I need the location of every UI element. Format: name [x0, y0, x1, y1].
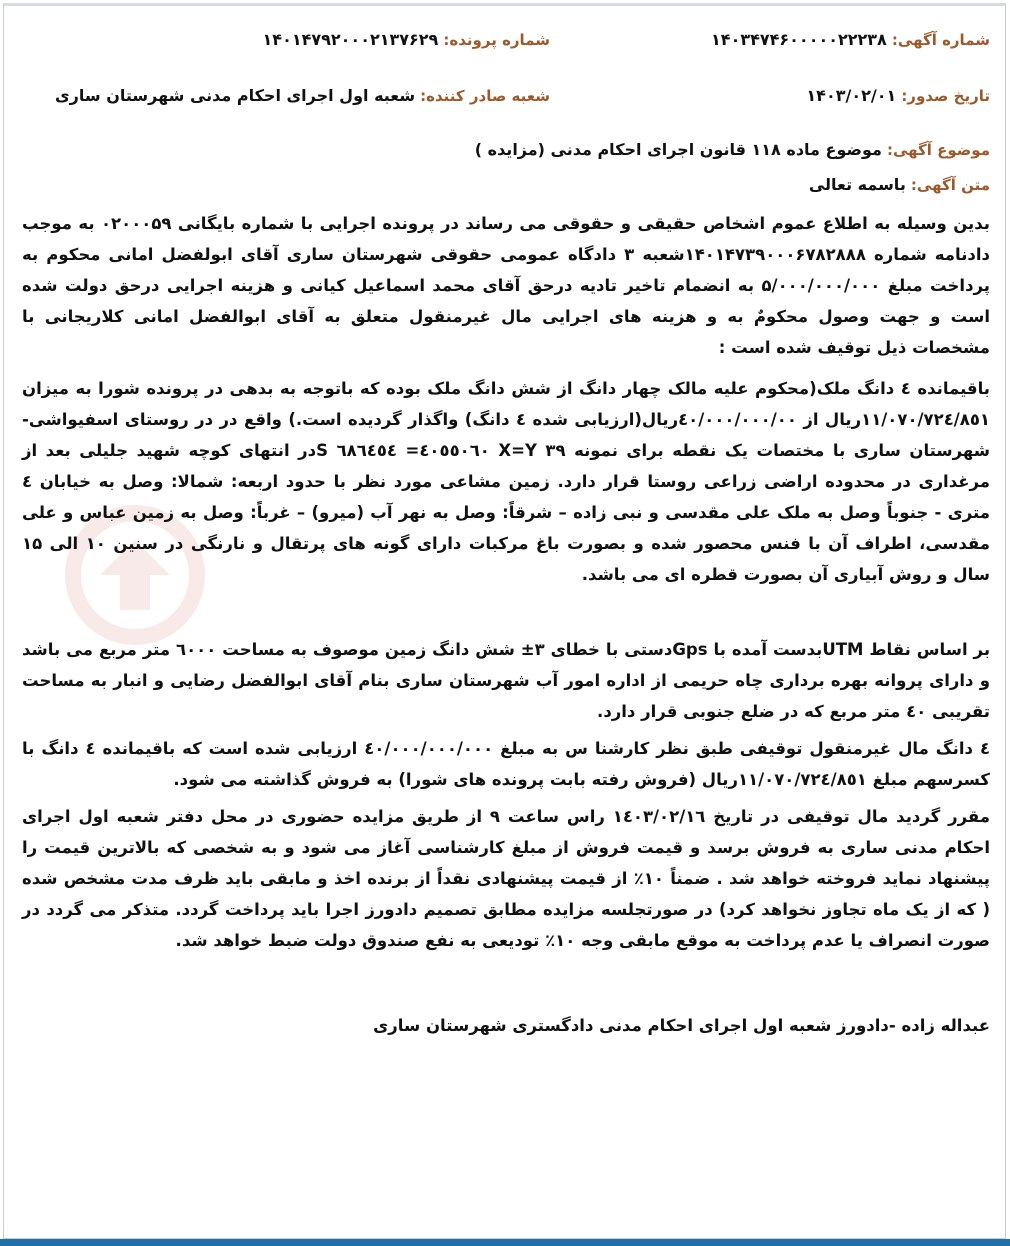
issue-date-label: تاریخ صدور: [901, 87, 990, 105]
issuer-value: شعبه اول اجرای احکام مدنی شهرستان ساری [55, 86, 416, 105]
subject-value: موضوع ماده ۱۱۸ قانون اجرای احکام مدنی (مزایده ) [474, 140, 882, 159]
issue-date-value: ۱۴۰۳/۰۲/۰۱ [806, 86, 897, 105]
paragraph-auction-terms: مقرر گردید مال توقیفی در تاریخ ۱٤۰۳/۰۲/۱٦ راس ساعت ۹ از طریق مزایده حضوری در محل دفتر شعبه اول اجرای احکام مدنی ساری به فروش برسد و قیمت فروش از مبلغ کارشناسی آغاز می شود و به شخصی که بالاترین قیمت را پیشنهاد نماید فروخته خواهد شد . ضمناً ۱۰٪ از قیمت پیشنهادی نقداً از برنده اخذ و مابقی باید ظرف مدت مشخص شده ( که از یک ماه تجاوز نخواهد کرد) در صورتجلسه مزایده مطابق تصمیم دادورز اجرا باید پرداخت گردد. متذکر می گردد در صورت انصراف یا عدم پرداخت به موقع مابقی وجه ۱۰٪ تودیعی به نفع صندوق دولت ضبط خواهد شد. [22, 807, 990, 950]
issue-date-field [806, 86, 990, 105]
text-opening-field [22, 175, 990, 194]
ad-number-field [711, 30, 990, 49]
paragraph-valuation: ٤ دانگ مال غیرمنقول توقیفی طبق نظر کارشنا س به مبلغ ٤۰/۰۰۰/۰۰۰/۰۰۰ ارزیابی شده است که باقیمانده ٤ دانگ با کسرسهم مبلغ ۱۱/۰۷۰/۷۲٤/۸٥۱ریال (فروش رفته بابت پرونده های شورا) به فروش گذاشته می شود. [22, 739, 991, 789]
announcement-document [22, 30, 990, 1035]
case-number-field [263, 30, 550, 49]
ad-number-value: ۱۴۰۳۴۷۴۶۰۰۰۰۰۲۲۲۳۸ [711, 30, 887, 49]
paragraph-land-area: بر اساس نقاط UTMبدست آمده با Gpsدستی با خطای ۳± شش دانگ زمین موصوف به مساحت ٦۰۰۰ متر مربع می باشد و دارای پروانه بهره برداری چاه حریمی از اداره امور آب شهرستان ساری بنام آقای ابوالفضل رضایی و انبار به مساحت تقریبی ٤۰ متر مربع که در ضلع جنوبی قرار دارد. [22, 640, 991, 721]
subject-label: موضوع آگهی: [886, 141, 990, 159]
text-opening: باسمه تعالی [808, 175, 906, 194]
issuer-label: شعبه صادر کننده: [420, 87, 550, 105]
subject-field [22, 140, 990, 159]
text-label: متن آگهی: [910, 176, 990, 194]
header-row-2 [22, 86, 990, 120]
paragraph-property-description: باقیمانده ٤ دانگ ملک(محکوم علیه مالک چهار دانگ از شش دانگ ملک بوده که باتوجه به بدهی در پرونده شورا به میزان ۱۱/۰۷۰/۷۲٤/۸٥۱ریال از ٤۰/۰۰۰/۰۰۰/۰۰ریال(ارزیابی شده ٤ دانگ) واگذار گردیده است.) واقع در در روستای اسفیواشی-شهرستان ساری با مختصات یک نقطه برای نمونه ۳۹ Y=٤۰٥٥۰٦۰ X= ٦۸٦٤٥٤ Sدر انتهای کوچه شهید جلیلی بعد از مرغداری در محدوده اراضی زراعی روستا قرار دارد. زمین مشاعی مورد نظر با حدود اربعه: شمالا: وصل به خیابان ٤ متری - جنوباً وصل به ملک علی مقدسی و نبی زاده – شرقاً: وصل به نهر آب (میرو) – غرباً: وصل به زمین عباس و علی مقدسی، اطراف آن با فنس محصور شده و بصورت باغ مرکبات دارای گونه های پرتقال و نارنگی در سنین ۱۰ الی ۱۵ سال و روش آبیاری آن بصورت قطره ای می باشد. [22, 379, 991, 584]
header-row-1 [22, 30, 990, 64]
ad-number-label: شماره آگهی: [891, 31, 990, 49]
window-bottom-bar [0, 1239, 1010, 1246]
case-number-label: شماره پرونده: [443, 31, 550, 49]
paragraph-case-details: بدین وسیله به اطلاع عموم اشخاص حقیقی و حقوقی می رساند در پرونده اجرایی با شماره بایگانی ۰۲۰۰۰۵۹ به موجب دادنامه شماره ۱۴۰۱۴۷۳۹۰۰۰۶۷۸۲۸۸۸شعبه ۳ دادگاه عمومی حقوقی شهرستان ساری آقای ابولفضل امانی محکوم به پرداخت مبلغ ۵/۰۰۰/۰۰۰/۰۰۰ به انضمام تاخیر تادیه درحق آقای محمد اسماعیل کیانی و هزینه اجرایی درحق دولت شده است و جهت وصول محکومٌ به و هزینه های اجرایی مال غیرمنقول متعلق به آقای ابوالفضل امانی کلاریجانی با مشخصات ذیل توقیف شده است : [22, 214, 991, 357]
issuer-field [55, 86, 550, 105]
case-number-value: ۱۴۰۱۴۷۹۲۰۰۰۲۱۳۷۶۲۹ [262, 30, 439, 49]
signature-line: عبداله زاده -دادورز شعبه اول اجرای احکام مدنی دادگستری شهرستان ساری [373, 1016, 990, 1035]
